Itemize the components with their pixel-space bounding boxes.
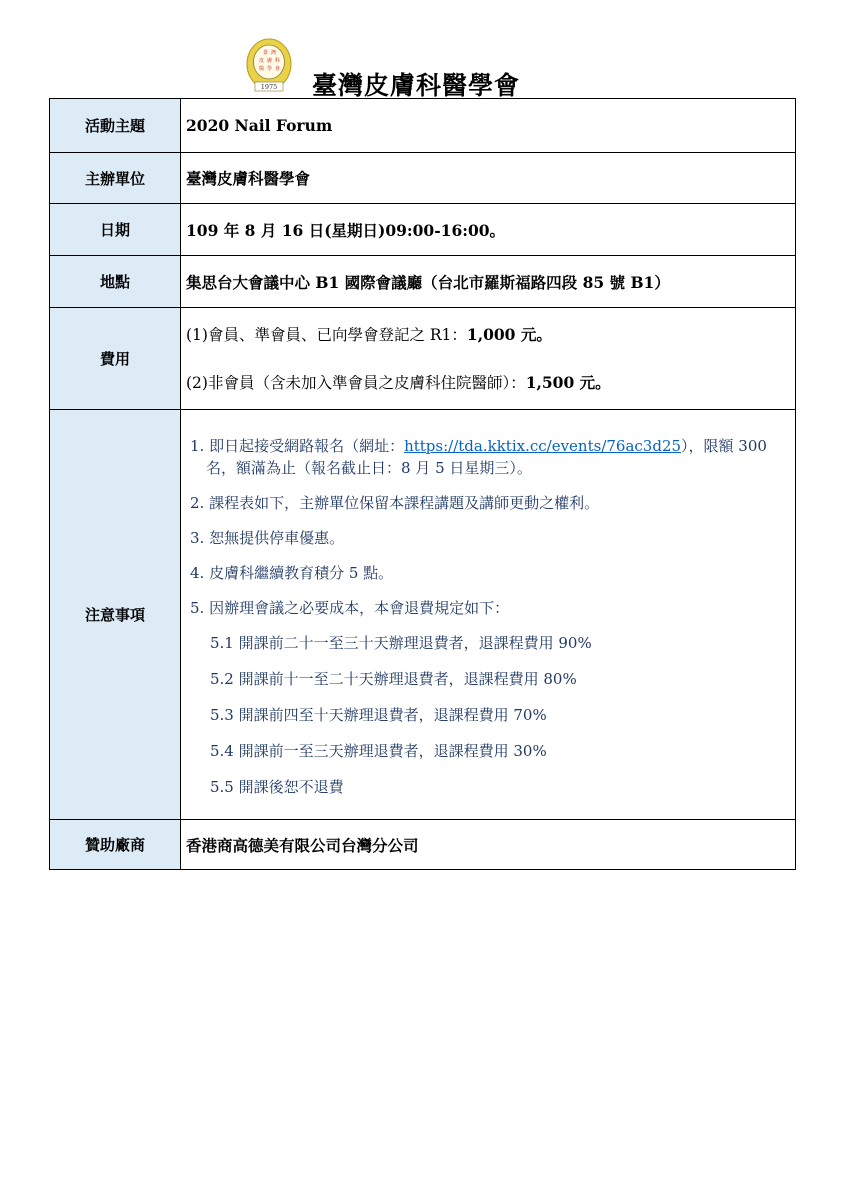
value-organizer: 臺灣皮膚科醫學會 — [181, 153, 796, 204]
event-info-table — [49, 98, 796, 870]
value-venue: 集思台大會議中心 B1 國際會議廳（台北市羅斯福路四段 85 號 B1） — [181, 256, 796, 308]
label-notes: 注意事項 — [50, 410, 181, 820]
page-header — [0, 34, 844, 98]
note-registration: 1. 即日起接受網路報名（網址：https://tda.kktix.cc/events/76ac3d25），限額 300 名，額滿為止（報名截止日：8 月 5 日星期三）。 — [190, 437, 767, 477]
row-date — [50, 204, 796, 256]
refund-rule-1: 5.1 開課前二十一至三十天辦理退費者，退課程費用 90% — [210, 634, 592, 652]
svg-text:灣: 灣 — [271, 50, 277, 56]
value-fee — [181, 308, 796, 410]
row-fee — [50, 308, 796, 410]
row-topic — [50, 99, 796, 153]
value-notes — [181, 410, 796, 820]
row-sponsor — [50, 820, 796, 870]
page-title: 臺灣皮膚科醫學會 — [312, 71, 521, 100]
note-credits: 4. 皮膚科繼續教育積分 5 點。 — [190, 564, 394, 582]
note-parking: 3. 恕無提供停車優惠。 — [190, 529, 345, 547]
svg-text:皮: 皮 — [259, 58, 265, 64]
label-venue: 地點 — [50, 256, 181, 308]
label-topic: 活動主題 — [50, 99, 181, 153]
association-logo — [246, 38, 292, 94]
label-organizer: 主辦單位 — [50, 153, 181, 204]
note-schedule: 2. 課程表如下，主辦單位保留本課程講題及講師更動之權利。 — [190, 494, 600, 512]
row-venue — [50, 256, 796, 308]
svg-text:會: 會 — [275, 66, 281, 72]
refund-rule-3: 5.3 開課前四至十天辦理退費者，退課程費用 70% — [210, 706, 547, 724]
fee-line-members: (1)會員、準會員、已向學會登記之 R1：1,000 元。 — [186, 324, 552, 344]
note-refund-policy: 5. 因辦理會議之必要成本，本會退費規定如下： — [190, 599, 510, 617]
fee-line-nonmembers: (2)非會員（含未加入準會員之皮膚科住院醫師）：1,500 元。 — [186, 372, 611, 392]
value-date: 109 年 8 月 16 日(星期日)09:00-16:00。 — [181, 204, 796, 256]
svg-text:學: 學 — [267, 66, 273, 72]
svg-text:醫: 醫 — [259, 66, 265, 72]
logo-year: 1975 — [260, 83, 278, 91]
label-date: 日期 — [50, 204, 181, 256]
svg-text:科: 科 — [275, 58, 281, 64]
refund-rule-2: 5.2 開課前十一至二十天辦理退費者，退課程費用 80% — [210, 670, 577, 688]
label-sponsor: 贊助廠商 — [50, 820, 181, 870]
row-organizer — [50, 153, 796, 204]
svg-text:臺: 臺 — [263, 50, 269, 56]
refund-rule-4: 5.4 開課前一至三天辦理退費者，退課程費用 30% — [210, 742, 547, 760]
row-notes — [50, 410, 796, 820]
value-sponsor: 香港商高德美有限公司台灣分公司 — [181, 820, 796, 870]
value-topic: 2020 Nail Forum — [181, 99, 796, 153]
registration-link[interactable]: https://tda.kktix.cc/events/76ac3d25 — [404, 437, 682, 455]
svg-text:膚: 膚 — [267, 58, 273, 64]
refund-rule-5: 5.5 開課後恕不退費 — [210, 778, 344, 796]
label-fee: 費用 — [50, 308, 181, 410]
